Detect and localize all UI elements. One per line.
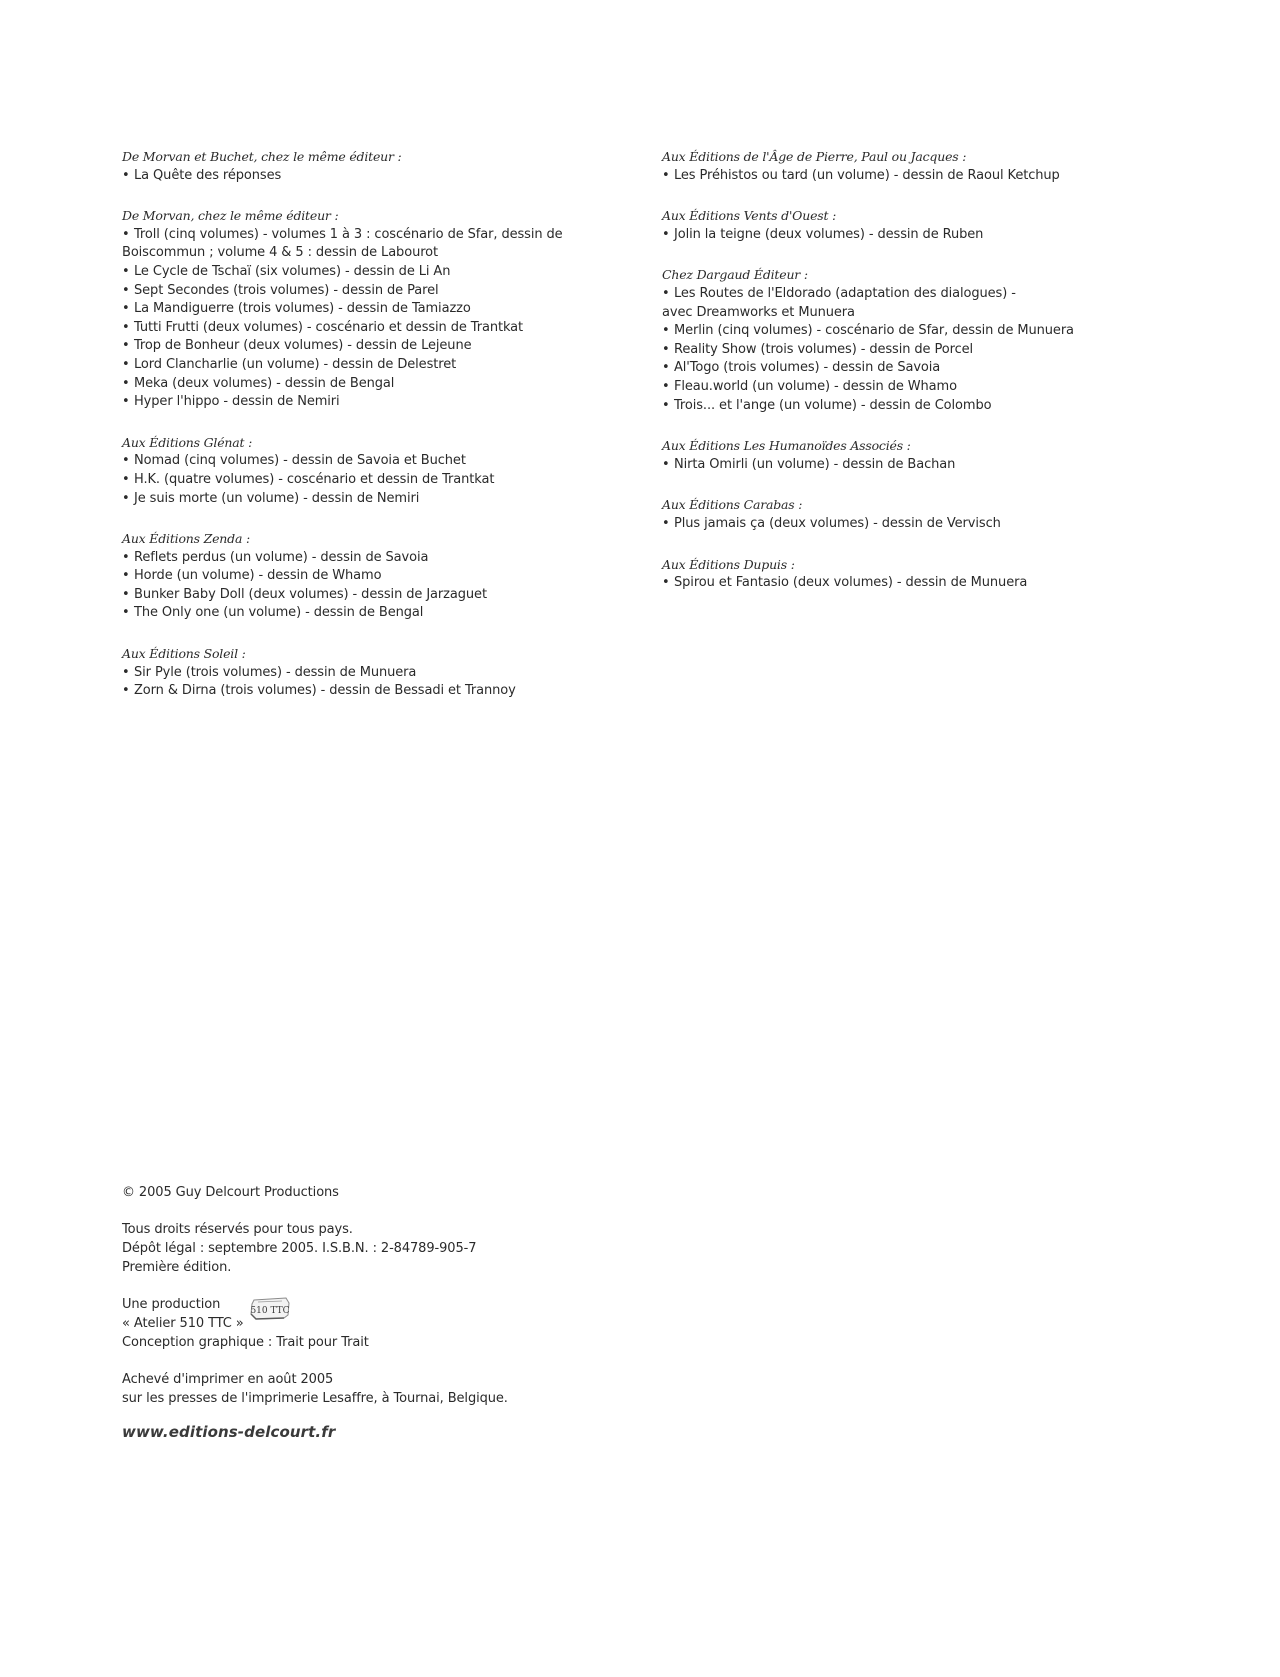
design-line: Conception graphique : Trait pour Trait [122, 1335, 369, 1350]
section-heading: Chez Dargaud Éditeur : [662, 267, 808, 283]
list-item: • The Only one (un volume) - dessin de Bengal [122, 604, 592, 623]
list-item: • Al'Togo (trois volumes) - dessin de Savoia [662, 359, 1132, 378]
section-heading: Aux Éditions Dupuis : [662, 556, 795, 572]
section-heading: Aux Éditions Soleil : [122, 646, 246, 662]
left-column [122, 148, 592, 723]
list-item: • La Quête des réponses [122, 167, 592, 186]
edition-line: Première édition. [122, 1260, 232, 1275]
section-heading: De Morvan et Buchet, chez le même éditeur : [122, 149, 402, 164]
list-item: • Troll (cinq volumes) - volumes 1 à 3 : coscénario de Sfar, dessin de [122, 226, 592, 245]
production-line: Une production [122, 1297, 221, 1312]
list-item: • Merlin (cinq volumes) - coscénario de Sfar, dessin de Munuera [662, 322, 1132, 341]
printed-line: Achevé d'imprimer en août 2005 [122, 1372, 334, 1387]
list-item: • La Mandiguerre (trois volumes) - dessin de Tamiazzo [122, 300, 592, 319]
list-item: • Les Routes de l'Eldorado (adaptation des dialogues) - [662, 285, 1132, 304]
list-item: • Bunker Baby Doll (deux volumes) - dessin de Jarzaguet [122, 586, 592, 605]
right-column [662, 148, 1132, 615]
list-item: • Hyper l'hippo - dessin de Nemiri [122, 393, 592, 412]
list-item: • Reality Show (trois volumes) - dessin de Porcel [662, 341, 1132, 360]
list-item-continuation: avec Dreamworks et Munuera [662, 304, 855, 320]
section-heading: De Morvan, chez le même éditeur : [122, 208, 339, 224]
list-item: • Sir Pyle (trois volumes) - dessin de Munuera [122, 664, 592, 683]
rights-line: Tous droits réservés pour tous pays. [122, 1222, 353, 1237]
section-heading: Aux Éditions Zenda : [122, 531, 250, 547]
copyright-block [122, 1183, 682, 1202]
list-item: • Je suis morte (un volume) - dessin de Nemiri [122, 490, 592, 509]
legal-deposit-line: Dépôt légal : septembre 2005. I.S.B.N. : 2-84789-905-7 [122, 1241, 477, 1256]
section-morvan [122, 207, 592, 412]
list-item: • Les Préhistos ou tard (un volume) - dessin de Raoul Ketchup [662, 167, 1132, 186]
list-item: • Plus jamais ça (deux volumes) - dessin de Vervisch [662, 515, 1132, 534]
section-heading: Aux Éditions Vents d'Ouest : [662, 208, 837, 224]
printing-block [122, 1370, 682, 1408]
atelier-510-logo-icon [248, 1295, 292, 1321]
section-dupuis [662, 556, 1132, 593]
list-item: • Meka (deux volumes) - dessin de Bengal [122, 375, 592, 394]
logo-text: 510 TTC [250, 1306, 290, 1316]
section-morvan-buchet [122, 148, 592, 185]
list-item: • Nirta Omirli (un volume) - dessin de Bachan [662, 456, 1132, 475]
section-carabas [662, 496, 1132, 533]
section-soleil [122, 645, 592, 701]
section-zenda [122, 530, 592, 623]
list-item-continuation: Boiscommun ; volume 4 & 5 : dessin de Labourot [122, 245, 439, 261]
website-link[interactable]: www.editions-delcourt.fr [122, 1423, 336, 1441]
list-item: • Nomad (cinq volumes) - dessin de Savoia et Buchet [122, 452, 592, 471]
list-item: • Reflets perdus (un volume) - dessin de Savoia [122, 549, 592, 568]
section-heading: Aux Éditions Carabas : [662, 497, 803, 513]
list-item: • Spirou et Fantasio (deux volumes) - dessin de Munuera [662, 574, 1132, 593]
section-heading: Aux Éditions de l'Âge de Pierre, Paul ou Jacques : [662, 149, 967, 164]
list-item: • Zorn & Dirna (trois volumes) - dessin de Bessadi et Trannoy [122, 682, 592, 701]
list-item: • Le Cycle de Tschaï (six volumes) - dessin de Li An [122, 263, 592, 282]
section-vents-ouest [662, 207, 1132, 244]
list-item: • Tutti Frutti (deux volumes) - coscénario et dessin de Trantkat [122, 319, 592, 338]
legal-block [122, 1220, 682, 1277]
section-dargaud [662, 266, 1132, 415]
list-item: • Sept Secondes (trois volumes) - dessin de Parel [122, 282, 592, 301]
list-item: • Jolin la teigne (deux volumes) - dessin de Ruben [662, 226, 1132, 245]
production-name-line: « Atelier 510 TTC » [122, 1316, 244, 1331]
list-item: • Trois... et l'ange (un volume) - dessin de Colombo [662, 397, 1132, 416]
section-age-de-pierre [662, 148, 1132, 185]
list-item: • H.K. (quatre volumes) - coscénario et dessin de Trantkat [122, 471, 592, 490]
colophon [122, 1183, 682, 1426]
printer-line: sur les presses de l'imprimerie Lesaffre, à Tournai, Belgique. [122, 1391, 508, 1406]
list-item: • Trop de Bonheur (deux volumes) - dessin de Lejeune [122, 337, 592, 356]
production-block [122, 1295, 682, 1352]
copyright-line: © 2005 Guy Delcourt Productions [122, 1185, 339, 1200]
list-item: • Horde (un volume) - dessin de Whamo [122, 567, 592, 586]
section-glenat [122, 434, 592, 508]
list-item: • Lord Clancharlie (un volume) - dessin de Delestret [122, 356, 592, 375]
section-heading: Aux Éditions Glénat : [122, 434, 253, 450]
section-humanoides [662, 437, 1132, 474]
section-heading: Aux Éditions Les Humanoïdes Associés : [662, 438, 911, 454]
list-item: • Fleau.world (un volume) - dessin de Whamo [662, 378, 1132, 397]
